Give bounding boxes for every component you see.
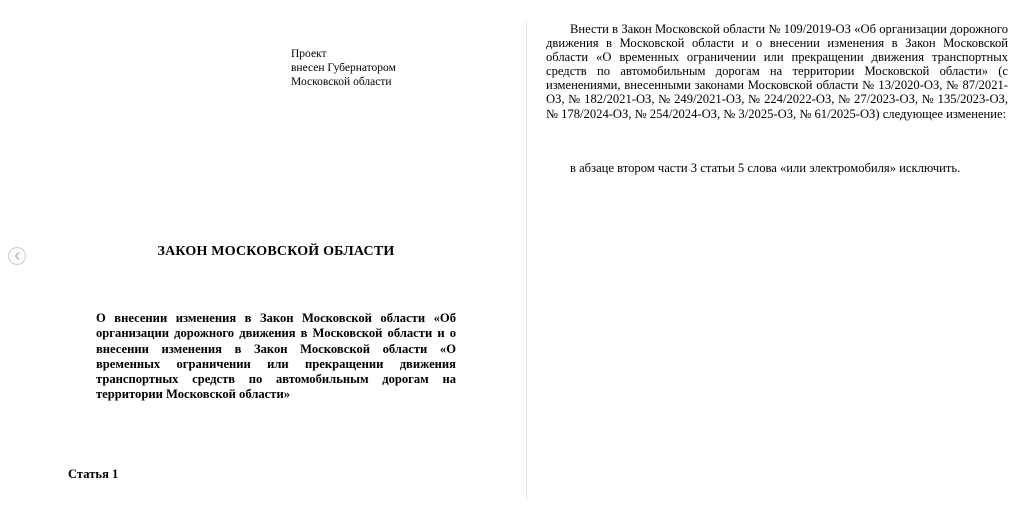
law-subtitle: О внесении изменения в Закон Московской области «Об организации дорожного движения в Московской области и о внесении изменения в Закон Московской области «О временных ограничении или прекращении движения транспортных средств по автомобильным дорогам на территории Московской области» bbox=[96, 311, 456, 402]
project-note-line: Проект bbox=[291, 48, 327, 60]
body-paragraph-amendment: Внести в Закон Московской области № 109/2019-ОЗ «Об организации дорожного движения в Московской области и о внесении изменения в Закон Московской области «О временных ограничении или прекращении движения транспортных средств по автомобильным дорогам на территории Московской области» (с изменениями, внесенными законами Московской области № 13/2020-ОЗ, № 87/2021-ОЗ, № 182/2021-ОЗ, № 249/2021-ОЗ, № 224/2022-ОЗ, № 27/2023-ОЗ, № 135/2023-ОЗ, № 178/2024-ОЗ, № 254/2024-ОЗ, № 3/2025-ОЗ, № 61/2025-ОЗ) следующее изменение: bbox=[546, 22, 1008, 121]
chevron-left-icon bbox=[13, 252, 21, 260]
article-heading: Статья 1 bbox=[68, 467, 119, 481]
project-note bbox=[291, 48, 471, 89]
document-page-right bbox=[527, 0, 1024, 512]
body-paragraph-change: в абзаце втором части 3 статьи 5 слова «или электромобиля» исключить. bbox=[570, 161, 961, 175]
project-note-line: внесен Губернатором bbox=[291, 61, 396, 74]
project-note-line: Московской области bbox=[291, 75, 392, 88]
prev-page-button[interactable] bbox=[8, 247, 26, 265]
law-title: ЗАКОН МОСКОВСКОЙ ОБЛАСТИ bbox=[157, 244, 395, 259]
